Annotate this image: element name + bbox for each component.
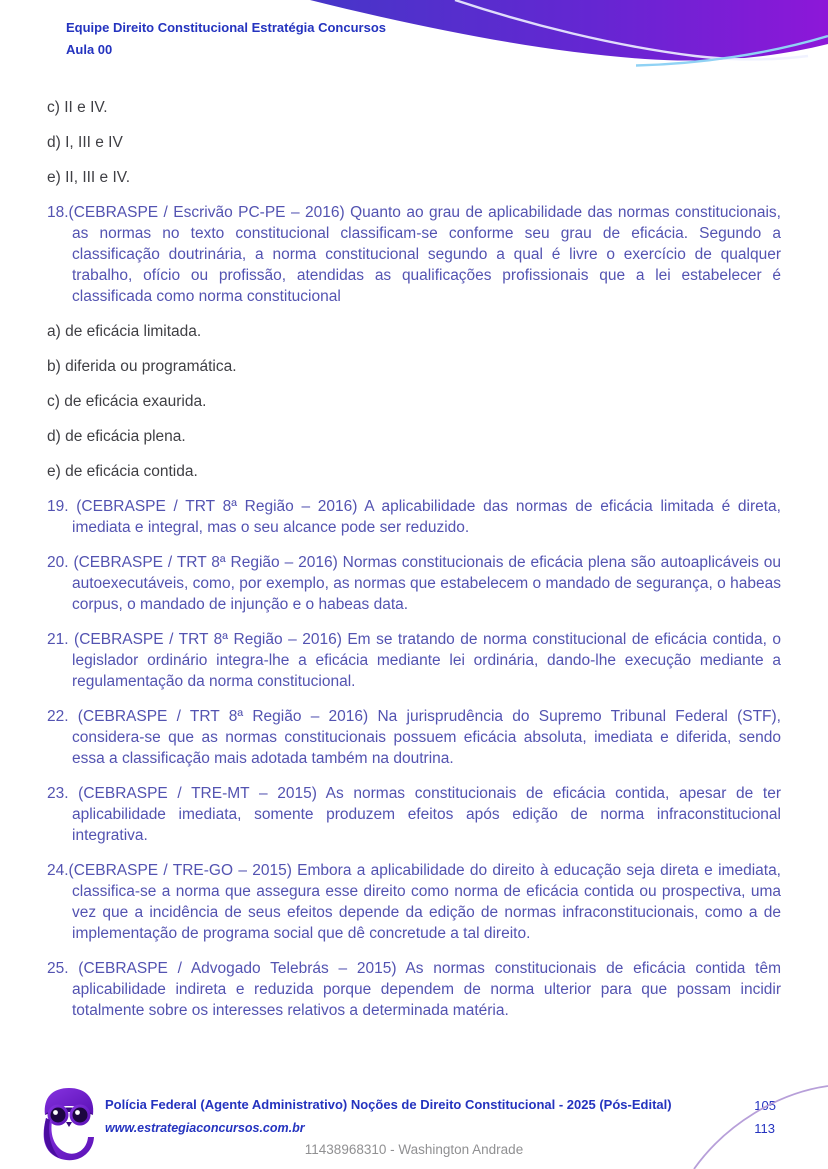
question-20: 20. (CEBRASPE / TRT 8ª Região – 2016) Normas constitucionais de eficácia plena são autoaplicáveis ou autoexecutáveis, como, por exemplo, as normas que estabelecem o mandado de segurança, o habeas corpus, o mandado de injunção e o habeas data. (47, 554, 781, 613)
question-22: 22. (CEBRASPE / TRT 8ª Região – 2016) Na jurisprudência do Supremo Tribunal Federal (STF), considera-se que as normas constitucionais possuem eficácia absoluta, imediata e diferida, sendo essa a classificação mais adotada também na doutrina. (47, 708, 781, 767)
question-25: 25. (CEBRASPE / Advogado Telebrás – 2015) As normas constitucionais de eficácia contida têm aplicabilidade indireta e reduzida porque dependem de norma ulterior para que possam incidir totalmente sobre os interesses relativos a determinada matéria. (47, 960, 781, 1019)
owl-right-eye (73, 1108, 88, 1123)
question-19: 19. (CEBRASPE / TRT 8ª Região – 2016) A aplicabilidade das normas de eficácia limitada é direta, imediata e integral, mas o seu alcance pode ser reduzido. (47, 498, 781, 536)
owl-beak (66, 1122, 72, 1127)
question-18-option-c: c) de eficácia exaurida. (47, 393, 207, 410)
question-23: 23. (CEBRASPE / TRE-MT – 2015) As normas constitucionais de eficácia contida, apesar de ter aplicabilidade imediata, somente produzem efeitos após edição de norma infraconstitucional integrativa. (47, 785, 781, 844)
header-lesson-number: Aula 00 (66, 42, 113, 57)
question-24: 24.(CEBRASPE / TRE-GO – 2015) Embora a aplicabilidade do direito à educação seja direta e imediata, classifica-se a norma que assegura esse direito como norma de eficácia contida ou prospectiva, uma vez que a incidência de seus efeitos depende da edição de normas infraconstitucionais, como a de implementação de programa social que dê concretude a tal direito. (47, 862, 781, 942)
header-course-team: Equipe Direito Constitucional Estratégia Concursos (66, 20, 386, 35)
question-18-option-d: d) de eficácia plena. (47, 428, 186, 445)
footer-page-total: 113 (754, 1121, 776, 1136)
footer-curve-decoration (680, 1082, 828, 1169)
question-18-option-a: a) de eficácia limitada. (47, 323, 202, 340)
footer-user-watermark: 11438968310 - Washington Andrade (304, 1142, 524, 1157)
answer-option-d: d) I, III e IV (47, 134, 123, 151)
question-21: 21. (CEBRASPE / TRT 8ª Região – 2016) Em se tratando de norma constitucional de eficácia contida, o legislador ordinário integra-lhe a eficácia mediante lei ordinária, dando-lhe execução mediante a regulamentação da norma constitucional. (47, 631, 781, 690)
footer-course-title: Polícia Federal (Agente Administrativo) Noções de Direito Constitucional - 2025 (Pós-Edital) (105, 1097, 672, 1112)
page-header (66, 20, 386, 57)
answer-option-c: c) II e IV. (47, 99, 108, 116)
document-body (47, 97, 781, 1035)
question-18-option-e: e) de eficácia contida. (47, 463, 198, 480)
footer-curve-line (694, 1086, 828, 1169)
owl-left-eye (51, 1108, 66, 1123)
wave-fill-shape (310, 0, 828, 61)
owl-left-eye-glint (53, 1110, 58, 1115)
owl-right-eye-glint (75, 1110, 80, 1115)
question-18: 18.(CEBRASPE / Escrivão PC-PE – 2016) Quanto ao grau de aplicabilidade das normas constitucionais, as normas no texto constitucional classificam-se conforme seu grau de eficácia. Segundo a classificação doutrinária, a norma constitucional segundo a qual é livre o exercício de qualquer trabalho, ofício ou profissão, atendidas as qualificações profissionais que a lei estabelecer é classificada como norma constitucional (47, 204, 781, 305)
footer-page-current: 105 (754, 1098, 776, 1113)
answer-option-e: e) II, III e IV. (47, 169, 130, 186)
footer-website-link[interactable]: www.estrategiaconcursos.com.br (105, 1121, 305, 1135)
question-18-option-b: b) diferida ou programática. (47, 358, 237, 375)
